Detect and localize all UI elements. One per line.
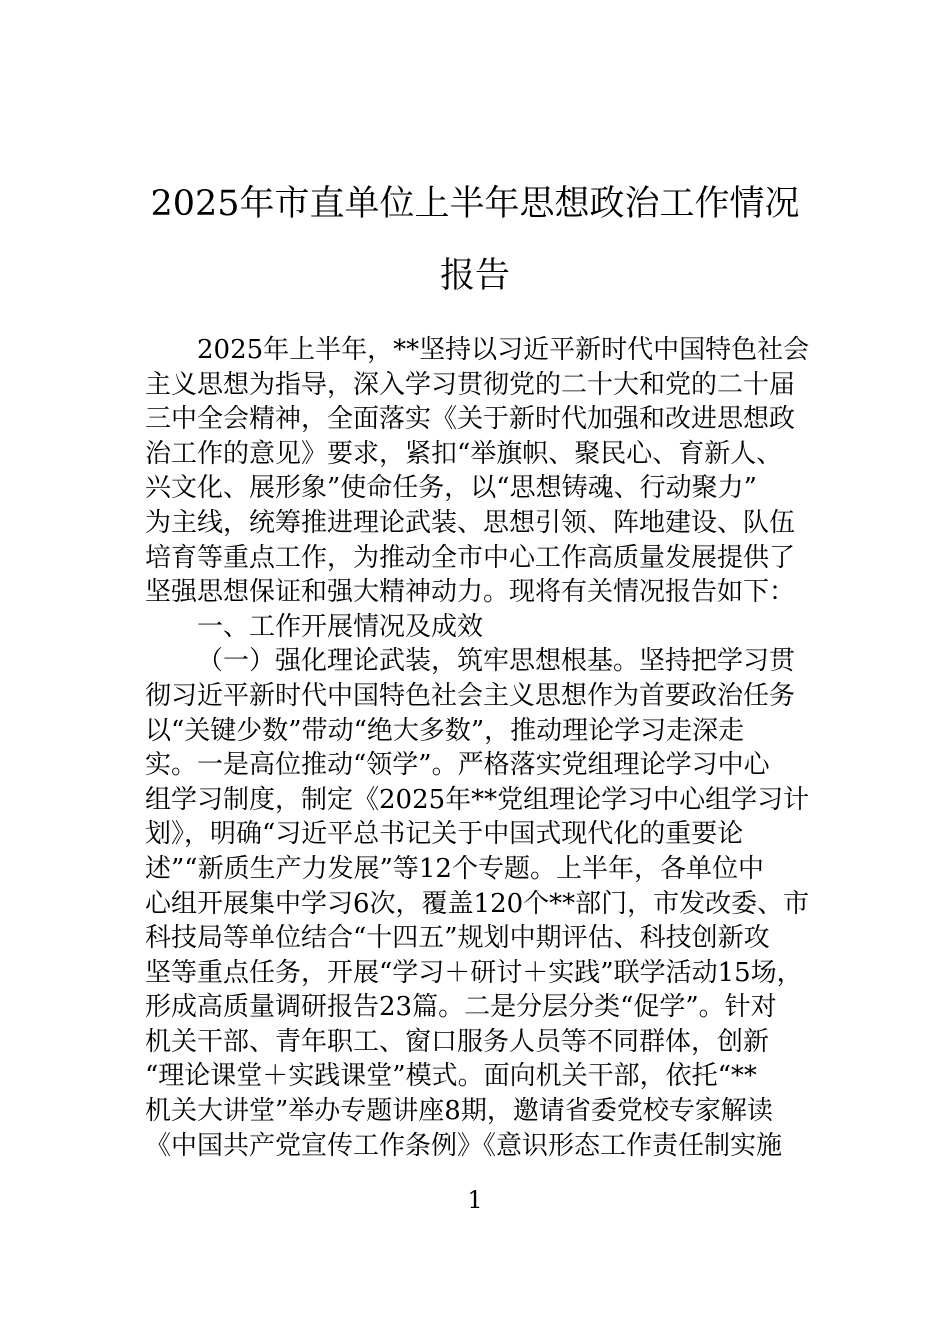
body-line: 机关干部、青年职工、窗口服务人员等不同群体，创新 <box>145 1026 770 1057</box>
body-line: 培育等重点工作，为推动全市中心工作高质量发展提供了 <box>145 542 796 573</box>
body-line: 机关大讲堂”举办专题讲座8期，邀请省委党校专家解读 <box>145 1096 773 1127</box>
body-line: 2025年上半年，**坚持以习近平新时代中国特色社会 <box>197 335 810 365</box>
body-line: 形成高质量调研报告23篇。二是分层分类“促学”。针对 <box>145 992 777 1023</box>
body-line: 以“关键少数”带动“绝大多数”，推动理论学习走深走 <box>145 715 745 746</box>
body-line: 主义思想为指导，深入学习贯彻党的二十大和党的二十届 <box>145 369 796 400</box>
body-line: 治工作的意见》要求，紧扣“举旗帜、聚民心、育新人、 <box>145 438 783 469</box>
title-line-1: 2025年市直单位上半年思想政治工作情况 <box>150 184 800 224</box>
title-line-2: 报告 <box>439 256 510 296</box>
body-line: 为主线，统筹推进理论武装、思想引领、阵地建设、队伍 <box>145 507 796 538</box>
document-body <box>145 333 820 1163</box>
page-number: 1 <box>467 1186 483 1214</box>
body-line: 兴文化、展形象”使命任务，以“思想铸魂、行动聚力” <box>145 473 757 504</box>
document-title <box>120 168 830 312</box>
body-line: 一、工作开展情况及成效 <box>197 611 484 642</box>
body-line: 三中全会精神，全面落实《关于新时代加强和改进思想政 <box>145 404 796 435</box>
body-line: 划》，明确“习近平总书记关于中国式现代化的重要论 <box>145 819 744 850</box>
body-line: （一）强化理论武装，筑牢思想根基。坚持把学习贯 <box>197 646 796 677</box>
body-line: “理论课堂＋实践课堂”模式。面向机关干部，依托“** <box>145 1061 757 1092</box>
body-line: 《中国共产党宣传工作条例》《意识形态工作责任制实施 <box>145 1130 783 1161</box>
body-line: 述”“新质生产力发展”等12个专题。上半年，各单位中 <box>145 853 764 884</box>
body-line: 坚等重点任务，开展“学习＋研讨＋实践”联学活动15场， <box>145 957 803 988</box>
body-line: 心组开展集中学习6次，覆盖120个**部门，市发改委、市 <box>145 888 810 919</box>
body-line: 彻习近平新时代中国特色社会主义思想作为首要政治任务 <box>145 680 796 711</box>
body-line: 坚强思想保证和强大精神动力。现将有关情况报告如下： <box>145 577 796 608</box>
body-line: 组学习制度，制定《2025年**党组理论学习中心组学习计 <box>145 784 810 815</box>
body-line: 科技局等单位结合“十四五”规划中期评估、科技创新攻 <box>145 923 770 954</box>
body-line: 实。一是高位推动“领学”。严格落实党组理论学习中心 <box>145 750 770 781</box>
